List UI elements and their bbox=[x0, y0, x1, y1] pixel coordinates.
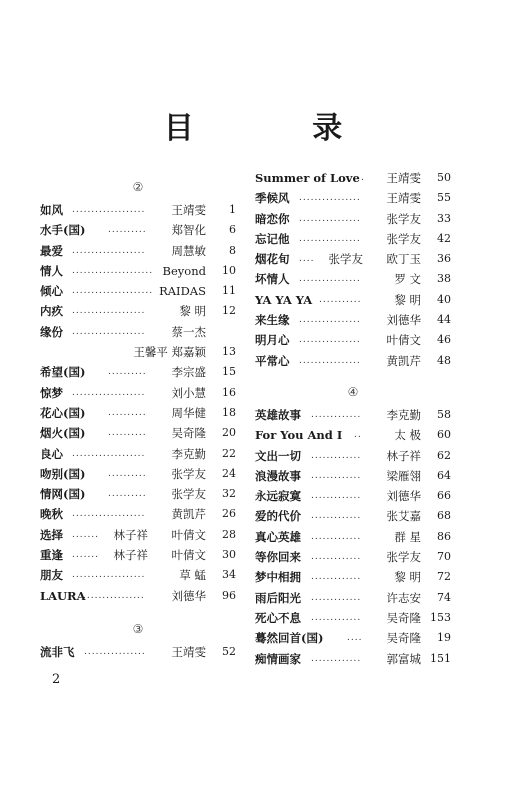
entry-title: 选择 bbox=[40, 527, 63, 542]
entry-page: 11 bbox=[222, 284, 236, 298]
toc-entry bbox=[255, 405, 451, 425]
entry-artist: 黎 明 bbox=[394, 570, 421, 585]
entry-page: 72 bbox=[437, 570, 451, 584]
entry-title: 来生缘 bbox=[255, 313, 290, 328]
entry-artist: 张学友 bbox=[171, 487, 206, 502]
entry-artist: 太 极 bbox=[394, 428, 421, 443]
leader-dots: .......... bbox=[108, 367, 147, 378]
entry-artist: 刘德华 bbox=[171, 588, 206, 603]
entry-artist: 梁雁翎 bbox=[386, 468, 421, 483]
toc-entry bbox=[40, 301, 236, 321]
leader-dots: ................... bbox=[72, 570, 146, 581]
entry-artist: 群 星 bbox=[394, 529, 421, 544]
leader-dots: ............. bbox=[311, 612, 362, 623]
entry-page: 19 bbox=[437, 631, 451, 645]
entry-page: 18 bbox=[222, 405, 236, 419]
entry-artist-secondary: 林子祥 bbox=[113, 548, 148, 563]
toc-left-column bbox=[40, 174, 236, 662]
entry-title: 情网(国) bbox=[40, 487, 86, 502]
toc-entry bbox=[40, 220, 236, 240]
entry-artist: 黄凯芹 bbox=[386, 353, 421, 368]
leader-dots: ................ bbox=[299, 213, 361, 224]
entry-artist: 李克勤 bbox=[386, 407, 421, 422]
leader-dots: ................ bbox=[83, 590, 145, 601]
leader-dots: ................ bbox=[299, 274, 361, 285]
entry-title: 如风 bbox=[40, 203, 63, 217]
entry-title: 平常心 bbox=[255, 353, 290, 368]
leader-dots: ............. bbox=[311, 470, 362, 481]
entry-title: 花心(国) bbox=[40, 405, 86, 420]
toc-entry bbox=[255, 506, 451, 526]
toc-entry bbox=[255, 209, 451, 229]
entry-artist-secondary: 林子祥 bbox=[113, 527, 148, 542]
leader-dots: ....... bbox=[72, 529, 100, 540]
entry-title: 暗恋你 bbox=[255, 211, 290, 226]
toc-entry bbox=[40, 342, 236, 362]
entry-title: 忘记他 bbox=[255, 231, 290, 246]
leader-dots: ................ bbox=[299, 315, 361, 326]
toc-entry bbox=[255, 547, 451, 567]
toc-list-left-2 bbox=[40, 642, 236, 662]
entry-artist: 周慧敏 bbox=[171, 243, 206, 258]
toc-entry bbox=[40, 484, 236, 504]
leader-dots: ........... bbox=[319, 294, 362, 305]
entry-title: 朋友 bbox=[40, 568, 63, 583]
entry-page: 68 bbox=[437, 509, 451, 523]
entry-title: 缘份 bbox=[40, 324, 63, 339]
entry-artist: 张学友 bbox=[171, 466, 206, 481]
leader-dots: .... bbox=[347, 633, 363, 644]
entry-title: 永远寂寞 bbox=[255, 489, 301, 504]
entry-page: 62 bbox=[437, 448, 451, 462]
leader-dots: ................ bbox=[299, 335, 361, 346]
entry-page: 153 bbox=[430, 610, 451, 624]
entry-page: 28 bbox=[222, 527, 236, 541]
toc-entry bbox=[255, 608, 451, 628]
entry-artist: 王靖雯 bbox=[386, 191, 421, 206]
entry-title: 季候风 bbox=[255, 191, 290, 206]
toc-entry bbox=[40, 464, 236, 484]
entry-artist: 草 蜢 bbox=[179, 568, 206, 583]
leader-dots: ............. bbox=[311, 491, 362, 502]
leader-dots: ............. bbox=[311, 409, 362, 420]
entry-title: 浪漫故事 bbox=[255, 468, 301, 483]
entry-title: 烟火(国) bbox=[40, 426, 86, 441]
leader-dots: ................... bbox=[72, 326, 146, 337]
entry-title: 梦中相拥 bbox=[255, 570, 301, 585]
entry-page: 10 bbox=[222, 263, 236, 277]
toc-entry bbox=[40, 362, 236, 382]
leader-dots: . bbox=[361, 173, 365, 183]
toc-entry bbox=[255, 168, 451, 188]
leader-dots: ............. bbox=[311, 653, 362, 664]
toc-list-right-2 bbox=[255, 405, 451, 669]
entry-artist: 李宗盛 bbox=[171, 365, 206, 380]
entry-artist: 黎 明 bbox=[179, 304, 206, 319]
toc-entry bbox=[40, 642, 236, 662]
leader-dots: ....... bbox=[72, 550, 100, 561]
toc-entry bbox=[255, 567, 451, 587]
leader-dots: ................... bbox=[72, 448, 146, 459]
entry-artist: 张学友 bbox=[386, 211, 421, 226]
entry-artist: 郭富城 bbox=[386, 651, 421, 666]
leader-dots: ............. bbox=[311, 552, 362, 563]
entry-page: 16 bbox=[222, 385, 236, 399]
entry-page: 58 bbox=[437, 407, 451, 421]
entry-title: 良心 bbox=[40, 446, 63, 461]
entry-artist: 张学友 bbox=[386, 550, 421, 565]
entry-artist: 吴奇隆 bbox=[386, 631, 421, 646]
leader-dots: .......... bbox=[108, 225, 147, 236]
leader-dots: ................ bbox=[84, 646, 146, 657]
entry-artist-secondary: 张学友 bbox=[328, 252, 363, 267]
entry-page: 74 bbox=[437, 590, 451, 604]
leader-dots: ................... bbox=[72, 509, 146, 520]
entry-title: 水手(国) bbox=[40, 223, 86, 238]
toc-entry bbox=[40, 525, 236, 545]
entry-title: 蓦然回首(国) bbox=[255, 631, 324, 646]
leader-dots: ............. bbox=[311, 592, 362, 603]
toc-entry bbox=[255, 269, 451, 289]
entry-artist: 蔡一杰 bbox=[171, 324, 206, 339]
entry-title: 惊梦 bbox=[40, 385, 63, 400]
toc-entry bbox=[40, 261, 236, 281]
entry-page: 60 bbox=[437, 428, 451, 442]
toc-entry bbox=[255, 466, 451, 486]
section-marker-2: ② bbox=[132, 180, 144, 194]
entry-title: 情人 bbox=[40, 263, 63, 278]
entry-artist: 欧丁玉 bbox=[386, 252, 421, 267]
entry-page: 32 bbox=[222, 487, 236, 501]
entry-title: Summer of Love bbox=[255, 171, 360, 185]
leader-dots: ............. bbox=[311, 511, 362, 522]
entry-artist: 黎 明 bbox=[394, 292, 421, 307]
toc-right-column bbox=[255, 168, 451, 669]
entry-page: 50 bbox=[437, 171, 451, 184]
entry-artist: 吴奇隆 bbox=[171, 426, 206, 441]
entry-artist: 许志安 bbox=[386, 590, 421, 605]
leader-dots: ................ bbox=[299, 193, 361, 204]
entry-page: 40 bbox=[437, 292, 451, 306]
entry-page: 22 bbox=[222, 446, 236, 460]
entry-title: 倾心 bbox=[40, 284, 63, 299]
leader-dots: ................... bbox=[72, 245, 146, 256]
toc-entry bbox=[40, 281, 236, 301]
entry-page: 1 bbox=[229, 203, 236, 216]
entry-page: 42 bbox=[437, 231, 451, 245]
entry-artist: 王靖雯 bbox=[386, 171, 421, 185]
entry-page: 26 bbox=[222, 507, 236, 521]
entry-artist: 周华健 bbox=[171, 405, 206, 420]
entry-artist: 叶倩文 bbox=[171, 548, 206, 563]
entry-artist: 叶倩文 bbox=[386, 333, 421, 348]
entry-artist: 刘德华 bbox=[386, 313, 421, 328]
entry-title: 爱的代价 bbox=[255, 509, 301, 524]
leader-dots: ..................... bbox=[72, 286, 154, 297]
leader-dots: .......... bbox=[108, 428, 147, 439]
leader-dots: ............. bbox=[311, 531, 362, 542]
leader-dots: .. bbox=[354, 430, 362, 441]
toc-entry bbox=[40, 200, 236, 220]
entry-title: 雨后阳光 bbox=[255, 590, 301, 605]
toc-entry bbox=[255, 330, 451, 350]
leader-dots: ................... bbox=[72, 306, 146, 317]
entry-title: LAURA bbox=[40, 588, 86, 603]
entry-title: 死心不息 bbox=[255, 610, 301, 625]
entry-title: 晚秋 bbox=[40, 507, 63, 522]
toc-entry bbox=[255, 229, 451, 249]
leader-dots: ................... bbox=[72, 205, 146, 215]
entry-title: 等你回来 bbox=[255, 550, 301, 565]
toc-entry bbox=[255, 249, 451, 269]
entry-title: 最爱 bbox=[40, 243, 63, 258]
entry-artist: 张学友 bbox=[386, 231, 421, 246]
entry-page: 13 bbox=[222, 345, 236, 359]
leader-dots: ..................... bbox=[72, 265, 154, 276]
toc-entry bbox=[255, 446, 451, 466]
entry-title: 坏情人 bbox=[255, 272, 290, 287]
entry-artist: 黄凯芹 bbox=[171, 507, 206, 522]
toc-entry bbox=[255, 290, 451, 310]
toc-entry bbox=[255, 188, 451, 208]
entry-title: 内疚 bbox=[40, 304, 63, 319]
toc-entry bbox=[40, 241, 236, 261]
entry-page: 52 bbox=[222, 644, 236, 658]
toc-entry bbox=[40, 545, 236, 565]
entry-artist: 林子祥 bbox=[386, 448, 421, 463]
entry-page: 8 bbox=[229, 243, 236, 257]
leader-dots: .......... bbox=[108, 407, 147, 418]
entry-page: 12 bbox=[222, 304, 236, 318]
entry-page: 38 bbox=[437, 272, 451, 286]
entry-title: For You And I bbox=[255, 428, 343, 443]
toc-list-left bbox=[40, 200, 236, 606]
leader-dots: ................ bbox=[299, 355, 361, 366]
toc-entry bbox=[255, 527, 451, 547]
toc-entry bbox=[40, 504, 236, 524]
entry-page: 33 bbox=[437, 211, 451, 225]
entry-artist: 罗 文 bbox=[394, 272, 421, 287]
entry-artist: 王靖雯 bbox=[171, 644, 206, 659]
entry-page: 96 bbox=[222, 588, 236, 602]
toc-entry bbox=[255, 425, 451, 445]
entry-artist: 刘德华 bbox=[386, 489, 421, 504]
entry-page: 36 bbox=[437, 252, 451, 266]
entry-title: 痴情画家 bbox=[255, 651, 301, 666]
entry-page: 34 bbox=[222, 568, 236, 582]
leader-dots: ............. bbox=[311, 450, 362, 461]
entry-page: 44 bbox=[437, 313, 451, 327]
section-marker-3: ③ bbox=[132, 621, 144, 636]
page-title: 目 录 bbox=[163, 111, 397, 146]
toc-entry bbox=[40, 403, 236, 423]
entry-page: 151 bbox=[430, 651, 451, 665]
entry-title: 流非飞 bbox=[40, 644, 75, 659]
entry-page: 70 bbox=[437, 550, 451, 564]
entry-title: 英雄故事 bbox=[255, 407, 301, 422]
entry-artist: 吴奇隆 bbox=[386, 610, 421, 625]
leader-dots: .......... bbox=[108, 489, 147, 500]
entry-title: 明月心 bbox=[255, 333, 290, 348]
entry-page: 15 bbox=[222, 365, 236, 379]
leader-dots: .......... bbox=[108, 468, 147, 479]
leader-dots: ............. bbox=[311, 572, 362, 583]
entry-page: 46 bbox=[437, 333, 451, 347]
entry-page: 6 bbox=[229, 223, 236, 237]
entry-title: YA YA YA bbox=[255, 292, 313, 307]
toc-entry bbox=[40, 423, 236, 443]
toc-entry bbox=[255, 310, 451, 330]
entry-title: 吻别(国) bbox=[40, 466, 86, 481]
toc-entry bbox=[40, 565, 236, 585]
entry-artist: 王馨平 郑嘉颖 bbox=[133, 345, 206, 360]
entry-artist: 郑智化 bbox=[171, 223, 206, 238]
entry-title: 烟花旬 bbox=[255, 252, 290, 267]
entry-artist: RAIDAS bbox=[159, 284, 206, 299]
entry-artist: Beyond bbox=[162, 263, 206, 278]
toc-entry bbox=[40, 383, 236, 403]
leader-dots: .... bbox=[299, 254, 315, 265]
toc-entry bbox=[255, 588, 451, 608]
entry-artist: 叶倩文 bbox=[171, 527, 206, 542]
toc-entry bbox=[255, 486, 451, 506]
toc-list-right bbox=[255, 168, 451, 371]
toc-entry bbox=[255, 649, 451, 669]
entry-artist: 李克勤 bbox=[171, 446, 206, 461]
entry-title: 真心英雄 bbox=[255, 529, 301, 544]
entry-page: 24 bbox=[222, 466, 236, 480]
entry-title: 文出一切 bbox=[255, 448, 301, 463]
entry-artist: 王靖雯 bbox=[171, 203, 206, 217]
entry-artist: 张艾嘉 bbox=[386, 509, 421, 524]
toc-entry bbox=[40, 586, 236, 606]
leader-dots: ................ bbox=[299, 233, 361, 244]
entry-page: 20 bbox=[222, 426, 236, 440]
leader-dots: ................... bbox=[72, 387, 146, 398]
entry-page: 64 bbox=[437, 468, 451, 482]
entry-title: 重逢 bbox=[40, 548, 63, 563]
entry-page: 55 bbox=[437, 191, 451, 205]
entry-page: 86 bbox=[437, 529, 451, 543]
section-marker-4: ④ bbox=[347, 384, 359, 399]
page-number: 2 bbox=[52, 672, 61, 687]
entry-artist: 刘小慧 bbox=[171, 385, 206, 400]
toc-entry bbox=[255, 351, 451, 371]
toc-entry bbox=[40, 444, 236, 464]
toc-entry bbox=[255, 628, 451, 648]
entry-title: 希望(国) bbox=[40, 365, 86, 380]
entry-page: 30 bbox=[222, 548, 236, 562]
entry-page: 48 bbox=[437, 353, 451, 367]
entry-page: 66 bbox=[437, 489, 451, 503]
toc-entry bbox=[40, 322, 236, 342]
